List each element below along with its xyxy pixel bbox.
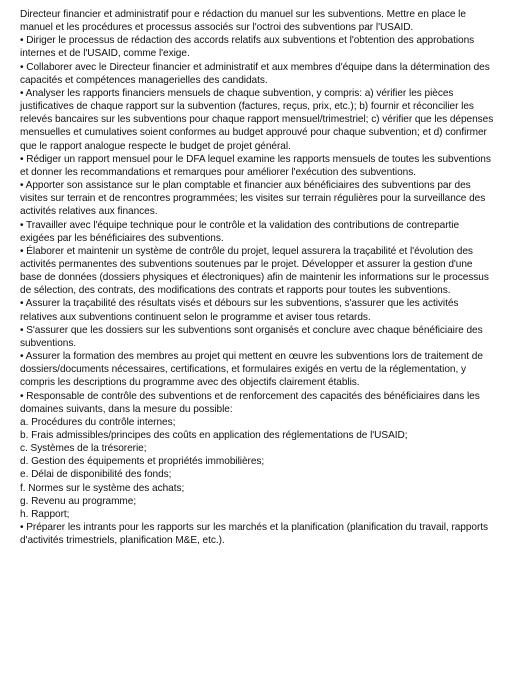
- final-bullet-item: • Préparer les intrants pour les rapports sur les marchés et la planification (planification du travail, rapports d'activités trimestriels, planification M&E, etc.).: [20, 522, 489, 547]
- bullet-item: • Collaborer avec le Directeur financier et administratif et aux membres d'équipe dans la détermination des capacités et compétences managerielles des candidats.: [20, 61, 490, 86]
- list-item: d. Gestion des équipements et propriétés immobilières;: [20, 456, 265, 468]
- bullet-item: • Rédiger un rapport mensuel pour le DFA lequel examine les rapports mensuels de toutes les subventions et donner les recommandations et remarques pour améliorer l'exécution des subventions.: [20, 153, 491, 178]
- bullet-item: • Assurer la formation des membres au projet qui mettent en œuvre les subventions lors de traitement de dossiers/documents nécessaires, certifications, et formulaires exigés en vertu de la réglementation, y compris les descriptions du programme avec des objectifs clairement établis.: [20, 351, 483, 389]
- list-item: e. Délai de disponibilité des fonds;: [20, 469, 172, 481]
- list-item: f. Normes sur le système des achats;: [20, 482, 185, 494]
- intro-paragraph: Directeur financier et administratif pour e rédaction du manuel sur les subventions. Mettre en place le manuel et les procédures et processus associés sur l'octroi des subventions par l'USAID.: [20, 9, 466, 34]
- bullet-item: • Assurer la traçabilité des résultats visés et débours sur les subventions, s'assurer que les activités relatives aux subventions continuent selon le programme et aviser tous retards.: [20, 298, 459, 323]
- bullet-item: • Analyser les rapports financiers mensuels de chaque subvention, y compris: a) vérifier les pièces justificatives de chaque rapport sur la subvention (factures, reçus, prix, etc.); b) fournir et réconcilier les relevés bancaires sur les subventions pour chaque rapport mensuel/trimestriel; c) vérifier que les dépenses mensuelles et cumulatives soient conformes au budget approuvé pour chaque subvention; et d) confirmer que le rapport analogue respecte le budget de projet général.: [20, 87, 494, 152]
- list-item: c. Systèmes de la trésorerie;: [20, 443, 147, 455]
- document-body: [20, 8, 496, 547]
- list-item: h. Rapport;: [20, 508, 70, 520]
- list-item: a. Procédures du contrôle internes;: [20, 416, 176, 428]
- list-item: b. Frais admissibles/principes des coûts en application des réglementations de l'USAID;: [20, 430, 408, 441]
- bullet-item: • Élaborer et maintenir un système de contrôle du projet, lequel assurera la traçabilité et l'évolution des activités permanentes des subventions soutenues par le projet. Développer et assurer la gestion d'une base de données (dossiers physiques et électroniques) afin de maintenir les informations sur le processus de sélection, des contrats, des modifications des contrats et rapports pour toutes les subventions.: [20, 245, 489, 297]
- bullet-item: • Diriger le processus de rédaction des accords relatifs aux subventions et l'obtention des approbations internes et de l'USAID, comme l'exige.: [20, 35, 475, 60]
- bullet-item: • Apporter son assistance sur le plan comptable et financier aux bénéficiaires des subventions par des visites sur terrain et de rencontres programmées; les visites sur terrain régulières pour la surveillance des activités relatives aux finances.: [20, 180, 486, 218]
- list-item: g. Revenu au programme;: [20, 495, 137, 507]
- bullet-item: • Travailler avec l'équipe technique pour le contrôle et la validation des contributions de contrepartie exigées par les bénéficiaires des subventions.: [20, 219, 460, 244]
- bullet-item: • S'assurer que les dossiers sur les subventions sont organisés et conclure avec chaque bénéficiaire des subventions.: [20, 324, 483, 349]
- bullet-item: • Responsable de contrôle des subventions et de renforcement des capacités des bénéficiaires dans les domaines suivants, dans la mesure du possible:: [20, 390, 480, 415]
